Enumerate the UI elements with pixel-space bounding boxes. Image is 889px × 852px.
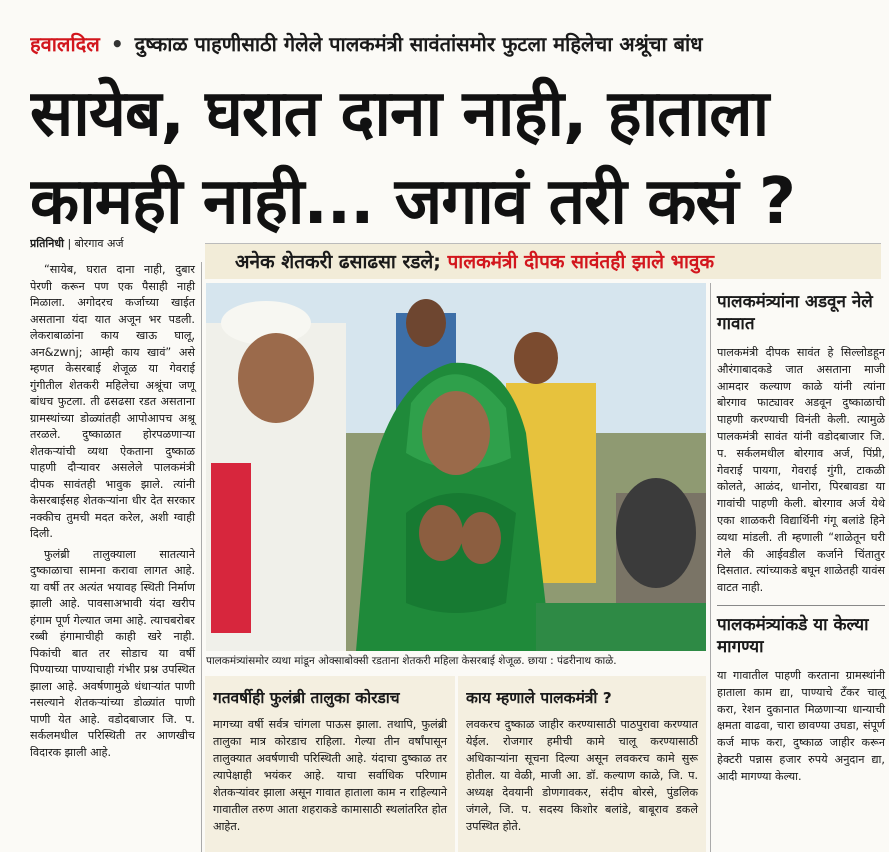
kicker-brand: हवालदिल	[30, 32, 100, 56]
headline-line-2: कामही नाही... जगावं तरी कसं ?	[30, 165, 796, 239]
news-photo-illustration	[206, 283, 706, 651]
byline-place: बोरगाव अर्ज	[74, 237, 124, 250]
news-photo	[206, 283, 706, 651]
subheadline-part-1: अनेक शेतकरी ढसाढसा रडले;	[235, 251, 441, 273]
box-previous-year-title: गतवर्षीही फुलंब्री तालुका कोरडाच	[213, 689, 400, 707]
box-previous-year-body: मागच्या वर्षी सर्वत्र चांगला पाऊस झाला. तथापि, फुलंब्री तालुका मात्र कोरडाच राहिला. गेल्या तीन वर्षांपासून तालुक्यात अवर्षणाची परिस्थिती आहे. यंदाचा दुष्काळ तर त्यापेक्षाही भयंकर आहे. याचा सर्वाधिक परिणाम शेतकऱ्यांवर झाला असून गावात हाताला काम न राहिल्याने गावातील तरुण आता शहराकडे कामासाठी स्थलांतरित होत आहेत.	[213, 718, 447, 833]
box-minister-said-title: काय म्हणाले पालकमंत्री ?	[466, 689, 612, 707]
sidebar-title-2: पालकमंत्र्यांकडे या केल्या मागण्या	[717, 614, 869, 657]
sidebar-divider	[717, 605, 885, 606]
main-story-paragraph-1: “सायेब, घरात दाना नाही, दुबार पेरणी करून पण एक पैसाही नाही मिळाला. अगोदरच कर्जाच्या खाईत असताना यंदा यात अजून भर पडली. लेकराबाळांना काय खाऊ घालू, अन&zwnj; आम्ही काय खावं” असे म्हणत केसरबाई शेजूळ या गेवराई गुंगीतील शेतकरी महिलेचा अश्रूंचा जणू बांधच फुटला. ती ढसढसा रडत असताना ग्रामस्थांच्या डोळ्यांतही आपोआपच अश्रू तरळले. दुष्काळात होरपळणाऱ्या शेतकऱ्यांची व्यथा ऐकताना दुष्काळ पाहणी दौऱ्यावर असलेले पालकमंत्री दीपक सावंतही भावुक झाले. त्यांनी केसरबाईसह शेतकऱ्यांना धीर देत सरकार नक्कीच तुमची मदत करेल, अशी ग्वाही दिली.	[30, 263, 195, 540]
box-previous-year	[205, 676, 455, 852]
kicker-separator: •	[110, 32, 124, 56]
main-story-column	[30, 262, 202, 852]
sidebar	[710, 283, 885, 852]
box-minister-said-body: लवकरच दुष्काळ जाहीर करण्यासाठी पाठपुरावा करण्यात येईल. रोजगार हमीची कामे चालू करण्यासाठी अधिकाऱ्यांना सूचना दिल्या असून लवकरच कामे सुरू होतील. या वेळी, माजी आ. डॉ. कल्याण काळे, जि. प. अध्यक्ष देवयानी डोणगावकर, संदीप बोरसे, पुंडलिक जंगले, जि. प. सदस्य किशोर बलांडे, बाबूराव डकले उपस्थित होते.	[466, 718, 698, 833]
byline-divider: |	[67, 237, 72, 250]
box-minister-said	[458, 676, 706, 852]
subheadline	[205, 243, 881, 279]
kicker-text: दुष्काळ पाहणीसाठी गेलेले पालकमंत्री सावंतांसमोर फुटला महिलेचा अश्रूंचा बांध	[134, 32, 703, 56]
headline-line-1: सायेब, घरात दाना नाही, हाताला	[30, 77, 769, 151]
sidebar-body-1: पालकमंत्री दीपक सावंत हे सिल्लोडहून औरंगाबादकडे जात असताना माजी आमदार कल्याण काळे यांनी त्यांना बोरगाव फाट्यावर अडवून दुष्काळाची पाहणी करण्याची विनंती केली. त्यामुळे पालकमंत्री सावंत यांनी वडोदबाजार जि. प. सर्कलमधील बोरगाव अर्ज, पिंप्री, गेवराई पायगा, गेवराई गुंगी, टाकळी कोलते, आळंद, धानोरा, पिरबावडा या गावांची पाहणी केली. बोरगाव अर्ज येथे एका शाळकरी विद्यार्थिनी गंगू बलांडे हिने व्यथा मांडली. ती म्हणाली “शाळेतून घरी गेले की आईवडील कर्जाने चिंतातुर दिसतात. त्यांच्याकडे बघून शाळेतही यावंस वाटत नाही.	[717, 346, 885, 595]
sidebar-title-1: पालकमंत्र्यांना अडवून नेले गावात	[717, 292, 873, 334]
photo-caption: पालकमंत्र्यांसमोर व्यथा मांडून ओक्साबोक्सी रडताना शेतकरी महिला केसरबाई शेजूळ. छाया : पंढरीनाथ काळे.	[206, 655, 617, 667]
subheadline-part-2: पालकमंत्री दीपक सावंतही झाले भावुक	[447, 251, 715, 273]
story-kicker	[30, 30, 880, 62]
byline-author: प्रतिनिधी	[30, 237, 64, 250]
main-story-paragraph-2: फुलंब्री तालुक्याला सातत्याने दुष्काळाचा सामना करावा लागत आहे. या वर्षी तर अत्यंत भयावह स्थिती निर्माण झाली आहे. पावसाअभावी यंदा खरीप हंगाम पूर्ण गेल्यात जमा आहे. त्याचबरोबर रब्बी हंगामाचीही काही खरे नाही. पिकांची बात तर सोडाच या वर्षी पिण्याच्या पाण्याचाही गंभीर प्रश्न उपस्थित झाला आहे. अवर्षणामुळे धंधाऱ्यांत पाणी नसल्याने शेतकऱ्यांच्या डोळ्यांत पाणी पाणी येत आहे. वडोदबाजार जि. प. सर्कलमधील परिस्थिती तर आणखीच विदारक झाली आहे.	[30, 547, 195, 759]
byline	[30, 236, 210, 254]
headline	[30, 70, 880, 246]
sidebar-body-2: या गावातील पाहणी करताना ग्रामस्थांनी हाताला काम द्या, पाण्याचे टँकर चालू करा, रेशन दुकानात मिळणाऱ्या धान्याची क्षमता वाढवा, चारा छावण्या उघडा, संपूर्ण कर्ज माफ करा, दुष्काळ जाहीर करून हेक्टरी पन्नास हजार रुपये अनुदान द्या, आदी मागण्या केल्या.	[717, 668, 885, 783]
